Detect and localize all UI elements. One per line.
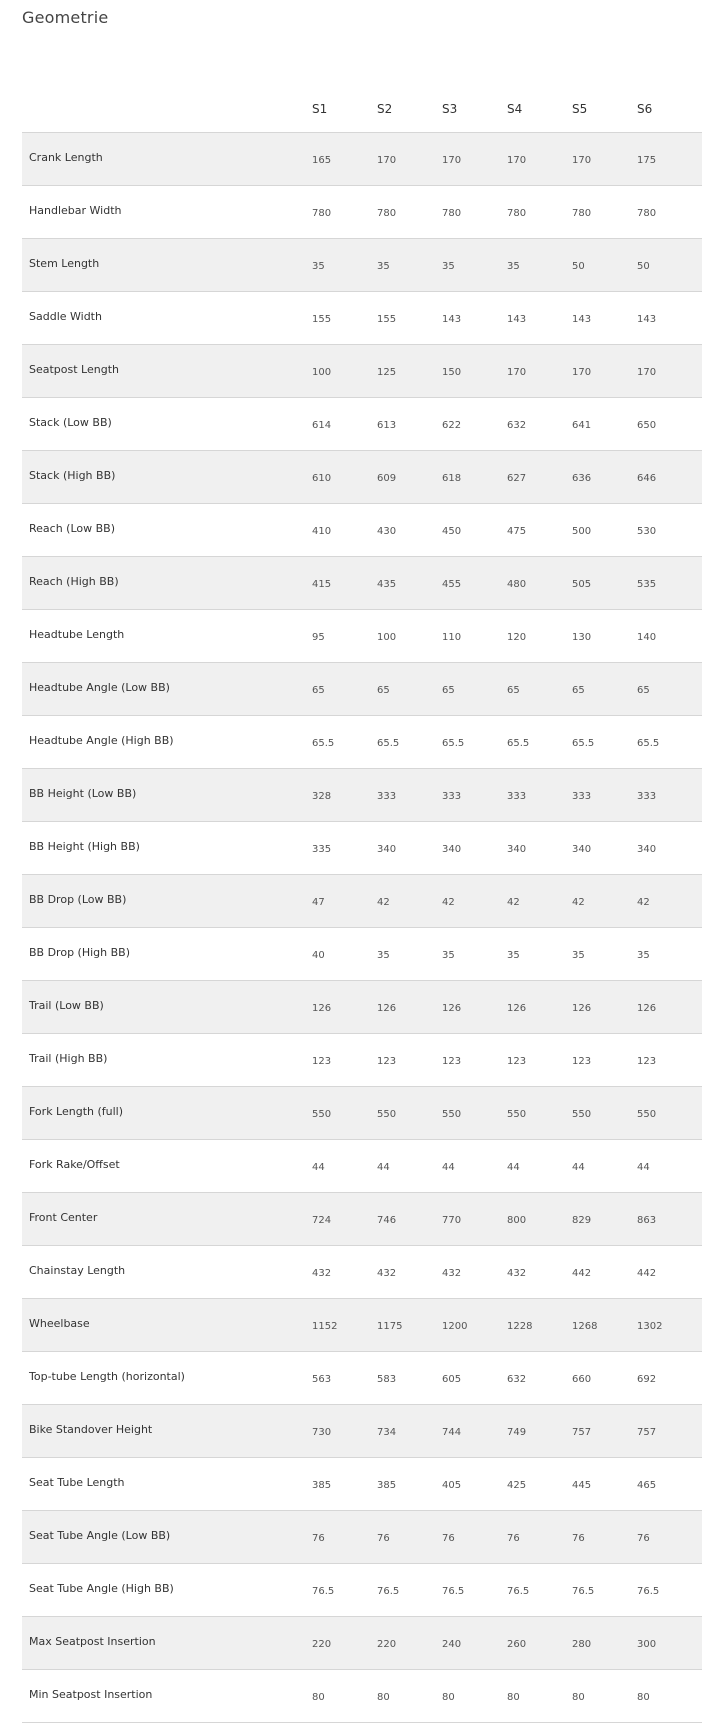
table-cell-s1: 432: [312, 1246, 377, 1299]
table-cell-s3: 126: [442, 981, 507, 1034]
table-row: [22, 1193, 702, 1246]
table-cell-s6: 76: [637, 1511, 702, 1564]
row-label: Front Center: [22, 1193, 312, 1246]
header-size-s1: S1: [312, 86, 377, 133]
table-cell-s4: 260: [507, 1617, 572, 1670]
table-cell-s1: 410: [312, 504, 377, 557]
table-cell-s4: 170: [507, 345, 572, 398]
table-cell-s2: 780: [377, 186, 442, 239]
row-label: Top-tube Length (horizontal): [22, 1352, 312, 1405]
table-cell-s5: 757: [572, 1405, 637, 1458]
table-cell-s3: 76: [442, 1511, 507, 1564]
table-cell-s4: 780: [507, 186, 572, 239]
table-cell-s4: 76: [507, 1511, 572, 1564]
table-cell-s1: 35: [312, 239, 377, 292]
row-label: Trail (Low BB): [22, 981, 312, 1034]
table-cell-s1: 95: [312, 610, 377, 663]
table-cell-s6: 65.5: [637, 716, 702, 769]
table-cell-s1: 76: [312, 1511, 377, 1564]
row-label: Min Seatpost Insertion: [22, 1670, 312, 1723]
header-size-s6: S6: [637, 86, 702, 133]
table-cell-s4: 120: [507, 610, 572, 663]
table-cell-s4: 1228: [507, 1299, 572, 1352]
row-label: Stem Length: [22, 239, 312, 292]
table-row: [22, 1670, 702, 1723]
table-cell-s1: 47: [312, 875, 377, 928]
row-label: BB Height (Low BB): [22, 769, 312, 822]
row-label: Seatpost Length: [22, 345, 312, 398]
table-cell-s4: 42: [507, 875, 572, 928]
table-cell-s4: 170: [507, 133, 572, 186]
table-cell-s3: 605: [442, 1352, 507, 1405]
table-cell-s2: 155: [377, 292, 442, 345]
table-row: [22, 1352, 702, 1405]
table-cell-s3: 65.5: [442, 716, 507, 769]
table-cell-s3: 1200: [442, 1299, 507, 1352]
table-header: [22, 86, 702, 133]
table-cell-s5: 333: [572, 769, 637, 822]
table-cell-s3: 150: [442, 345, 507, 398]
table-cell-s3: 550: [442, 1087, 507, 1140]
table-cell-s3: 618: [442, 451, 507, 504]
table-cell-s6: 123: [637, 1034, 702, 1087]
table-cell-s5: 80: [572, 1670, 637, 1723]
table-cell-s6: 126: [637, 981, 702, 1034]
table-cell-s6: 650: [637, 398, 702, 451]
table-cell-s6: 300: [637, 1617, 702, 1670]
row-label: Seat Tube Angle (High BB): [22, 1564, 312, 1617]
table-cell-s6: 42: [637, 875, 702, 928]
row-label: BB Drop (High BB): [22, 928, 312, 981]
table-cell-s4: 632: [507, 1352, 572, 1405]
table-cell-s6: 442: [637, 1246, 702, 1299]
table-cell-s5: 44: [572, 1140, 637, 1193]
table-cell-s5: 76.5: [572, 1564, 637, 1617]
table-cell-s4: 123: [507, 1034, 572, 1087]
table-cell-s4: 749: [507, 1405, 572, 1458]
table-row: [22, 1564, 702, 1617]
table-cell-s2: 170: [377, 133, 442, 186]
table-cell-s2: 385: [377, 1458, 442, 1511]
table-cell-s2: 220: [377, 1617, 442, 1670]
table-cell-s1: 65.5: [312, 716, 377, 769]
row-label: Headtube Angle (Low BB): [22, 663, 312, 716]
table-cell-s3: 240: [442, 1617, 507, 1670]
table-cell-s1: 40: [312, 928, 377, 981]
row-label: Headtube Length: [22, 610, 312, 663]
row-label: Headtube Angle (High BB): [22, 716, 312, 769]
table-cell-s4: 550: [507, 1087, 572, 1140]
row-label: Bike Standover Height: [22, 1405, 312, 1458]
table-cell-s2: 746: [377, 1193, 442, 1246]
table-row: [22, 1299, 702, 1352]
table-cell-s6: 175: [637, 133, 702, 186]
table-row: [22, 610, 702, 663]
header-size-s3: S3: [442, 86, 507, 133]
table-cell-s4: 35: [507, 928, 572, 981]
table-cell-s6: 863: [637, 1193, 702, 1246]
table-row: [22, 1617, 702, 1670]
table-cell-s6: 44: [637, 1140, 702, 1193]
table-cell-s1: 76.5: [312, 1564, 377, 1617]
table-cell-s1: 1152: [312, 1299, 377, 1352]
table-cell-s2: 35: [377, 239, 442, 292]
table-cell-s3: 123: [442, 1034, 507, 1087]
table-cell-s2: 123: [377, 1034, 442, 1087]
table-row: [22, 451, 702, 504]
table-cell-s3: 110: [442, 610, 507, 663]
table-cell-s5: 170: [572, 345, 637, 398]
row-label: Wheelbase: [22, 1299, 312, 1352]
table-row: [22, 504, 702, 557]
table-cell-s2: 65.5: [377, 716, 442, 769]
table-cell-s1: 165: [312, 133, 377, 186]
table-cell-s1: 730: [312, 1405, 377, 1458]
row-label: Seat Tube Length: [22, 1458, 312, 1511]
header-size-s4: S4: [507, 86, 572, 133]
table-cell-s2: 126: [377, 981, 442, 1034]
table-cell-s3: 780: [442, 186, 507, 239]
row-label: Seat Tube Angle (Low BB): [22, 1511, 312, 1564]
table-cell-s4: 65.5: [507, 716, 572, 769]
table-row: [22, 1140, 702, 1193]
row-label: Saddle Width: [22, 292, 312, 345]
table-cell-s3: 42: [442, 875, 507, 928]
table-cell-s6: 65: [637, 663, 702, 716]
table-cell-s4: 80: [507, 1670, 572, 1723]
table-cell-s4: 143: [507, 292, 572, 345]
table-cell-s5: 442: [572, 1246, 637, 1299]
table-row: [22, 345, 702, 398]
table-cell-s1: 550: [312, 1087, 377, 1140]
table-cell-s1: 80: [312, 1670, 377, 1723]
table-cell-s3: 80: [442, 1670, 507, 1723]
table-row: [22, 398, 702, 451]
table-cell-s1: 100: [312, 345, 377, 398]
table-cell-s1: 123: [312, 1034, 377, 1087]
geometry-table: [22, 86, 702, 1723]
table-cell-s5: 641: [572, 398, 637, 451]
table-cell-s3: 143: [442, 292, 507, 345]
row-label: Crank Length: [22, 133, 312, 186]
table-cell-s4: 800: [507, 1193, 572, 1246]
table-cell-s3: 76.5: [442, 1564, 507, 1617]
table-cell-s2: 340: [377, 822, 442, 875]
table-cell-s6: 646: [637, 451, 702, 504]
row-label: Chainstay Length: [22, 1246, 312, 1299]
table-cell-s3: 432: [442, 1246, 507, 1299]
table-cell-s6: 170: [637, 345, 702, 398]
table-cell-s4: 340: [507, 822, 572, 875]
table-cell-s4: 475: [507, 504, 572, 557]
table-cell-s1: 335: [312, 822, 377, 875]
row-label: Reach (Low BB): [22, 504, 312, 557]
table-cell-s1: 155: [312, 292, 377, 345]
table-row: [22, 1034, 702, 1087]
table-cell-s4: 126: [507, 981, 572, 1034]
table-cell-s2: 432: [377, 1246, 442, 1299]
row-label: BB Drop (Low BB): [22, 875, 312, 928]
table-cell-s5: 500: [572, 504, 637, 557]
table-row: [22, 928, 702, 981]
table-cell-s6: 35: [637, 928, 702, 981]
table-cell-s1: 65: [312, 663, 377, 716]
table-cell-s2: 583: [377, 1352, 442, 1405]
table-cell-s5: 126: [572, 981, 637, 1034]
table-cell-s4: 76.5: [507, 1564, 572, 1617]
table-cell-s6: 340: [637, 822, 702, 875]
table-cell-s6: 692: [637, 1352, 702, 1405]
table-cell-s5: 130: [572, 610, 637, 663]
table-cell-s2: 430: [377, 504, 442, 557]
table-row: [22, 186, 702, 239]
table-row: [22, 1246, 702, 1299]
table-cell-s1: 610: [312, 451, 377, 504]
table-cell-s6: 143: [637, 292, 702, 345]
table-cell-s2: 1175: [377, 1299, 442, 1352]
table-cell-s5: 445: [572, 1458, 637, 1511]
table-cell-s3: 333: [442, 769, 507, 822]
table-row: [22, 133, 702, 186]
table-cell-s5: 42: [572, 875, 637, 928]
table-cell-s6: 1302: [637, 1299, 702, 1352]
table-row: [22, 981, 702, 1034]
table-cell-s4: 627: [507, 451, 572, 504]
table-cell-s1: 614: [312, 398, 377, 451]
table-cell-s4: 44: [507, 1140, 572, 1193]
table-cell-s1: 385: [312, 1458, 377, 1511]
table-cell-s6: 530: [637, 504, 702, 557]
row-label: BB Height (High BB): [22, 822, 312, 875]
table-cell-s6: 780: [637, 186, 702, 239]
table-cell-s3: 340: [442, 822, 507, 875]
table-cell-s1: 563: [312, 1352, 377, 1405]
table-cell-s5: 123: [572, 1034, 637, 1087]
table-cell-s3: 455: [442, 557, 507, 610]
table-cell-s3: 65: [442, 663, 507, 716]
table-cell-s3: 35: [442, 239, 507, 292]
table-cell-s2: 44: [377, 1140, 442, 1193]
table-cell-s5: 76: [572, 1511, 637, 1564]
table-row: [22, 769, 702, 822]
table-cell-s5: 505: [572, 557, 637, 610]
table-row: [22, 239, 702, 292]
table-cell-s1: 44: [312, 1140, 377, 1193]
table-cell-s1: 780: [312, 186, 377, 239]
table-row: [22, 1511, 702, 1564]
table-cell-s5: 65: [572, 663, 637, 716]
table-cell-s5: 143: [572, 292, 637, 345]
table-cell-s6: 80: [637, 1670, 702, 1723]
table-cell-s2: 65: [377, 663, 442, 716]
table-cell-s2: 333: [377, 769, 442, 822]
table-cell-s2: 550: [377, 1087, 442, 1140]
row-label: Fork Length (full): [22, 1087, 312, 1140]
header-label-cell: [22, 86, 312, 133]
row-label: Trail (High BB): [22, 1034, 312, 1087]
table-row: [22, 663, 702, 716]
page-title: Geometrie: [22, 8, 109, 27]
table-cell-s2: 80: [377, 1670, 442, 1723]
row-label: Max Seatpost Insertion: [22, 1617, 312, 1670]
table-cell-s3: 35: [442, 928, 507, 981]
table-row: [22, 1458, 702, 1511]
table-cell-s6: 333: [637, 769, 702, 822]
table-cell-s6: 550: [637, 1087, 702, 1140]
table-cell-s5: 829: [572, 1193, 637, 1246]
table-cell-s4: 632: [507, 398, 572, 451]
row-label: Reach (High BB): [22, 557, 312, 610]
table-cell-s3: 405: [442, 1458, 507, 1511]
table-cell-s5: 170: [572, 133, 637, 186]
header-size-s2: S2: [377, 86, 442, 133]
table-cell-s4: 425: [507, 1458, 572, 1511]
table-cell-s5: 35: [572, 928, 637, 981]
table-body: [22, 133, 702, 1723]
header-size-s5: S5: [572, 86, 637, 133]
table-cell-s1: 126: [312, 981, 377, 1034]
table-cell-s2: 435: [377, 557, 442, 610]
table-cell-s6: 465: [637, 1458, 702, 1511]
table-row: [22, 1405, 702, 1458]
table-cell-s2: 125: [377, 345, 442, 398]
table-cell-s6: 50: [637, 239, 702, 292]
table-cell-s5: 660: [572, 1352, 637, 1405]
table-cell-s5: 780: [572, 186, 637, 239]
table-row: [22, 1087, 702, 1140]
table-cell-s4: 333: [507, 769, 572, 822]
row-label: Handlebar Width: [22, 186, 312, 239]
table-cell-s3: 450: [442, 504, 507, 557]
table-row: [22, 875, 702, 928]
table-cell-s5: 550: [572, 1087, 637, 1140]
table-cell-s6: 535: [637, 557, 702, 610]
table-cell-s3: 170: [442, 133, 507, 186]
table-cell-s2: 100: [377, 610, 442, 663]
table-cell-s2: 76.5: [377, 1564, 442, 1617]
table-cell-s2: 35: [377, 928, 442, 981]
table-cell-s3: 744: [442, 1405, 507, 1458]
table-row: [22, 292, 702, 345]
table-cell-s3: 44: [442, 1140, 507, 1193]
table-cell-s5: 1268: [572, 1299, 637, 1352]
table-cell-s3: 622: [442, 398, 507, 451]
table-cell-s5: 340: [572, 822, 637, 875]
row-label: Stack (Low BB): [22, 398, 312, 451]
table-cell-s5: 636: [572, 451, 637, 504]
table-row: [22, 716, 702, 769]
table-cell-s1: 328: [312, 769, 377, 822]
table-cell-s6: 140: [637, 610, 702, 663]
table-cell-s2: 76: [377, 1511, 442, 1564]
table-cell-s6: 757: [637, 1405, 702, 1458]
table-cell-s2: 613: [377, 398, 442, 451]
table-cell-s2: 42: [377, 875, 442, 928]
table-cell-s1: 415: [312, 557, 377, 610]
table-cell-s2: 734: [377, 1405, 442, 1458]
row-label: Fork Rake/Offset: [22, 1140, 312, 1193]
table-cell-s1: 220: [312, 1617, 377, 1670]
table-cell-s4: 65: [507, 663, 572, 716]
table-cell-s5: 65.5: [572, 716, 637, 769]
header-row: [22, 86, 702, 133]
row-label: Stack (High BB): [22, 451, 312, 504]
table-cell-s1: 724: [312, 1193, 377, 1246]
table-cell-s4: 432: [507, 1246, 572, 1299]
table-row: [22, 822, 702, 875]
table-row: [22, 557, 702, 610]
table-cell-s5: 280: [572, 1617, 637, 1670]
table-cell-s5: 50: [572, 239, 637, 292]
table-cell-s4: 35: [507, 239, 572, 292]
table-cell-s3: 770: [442, 1193, 507, 1246]
table-cell-s6: 76.5: [637, 1564, 702, 1617]
table-cell-s4: 480: [507, 557, 572, 610]
table-cell-s2: 609: [377, 451, 442, 504]
